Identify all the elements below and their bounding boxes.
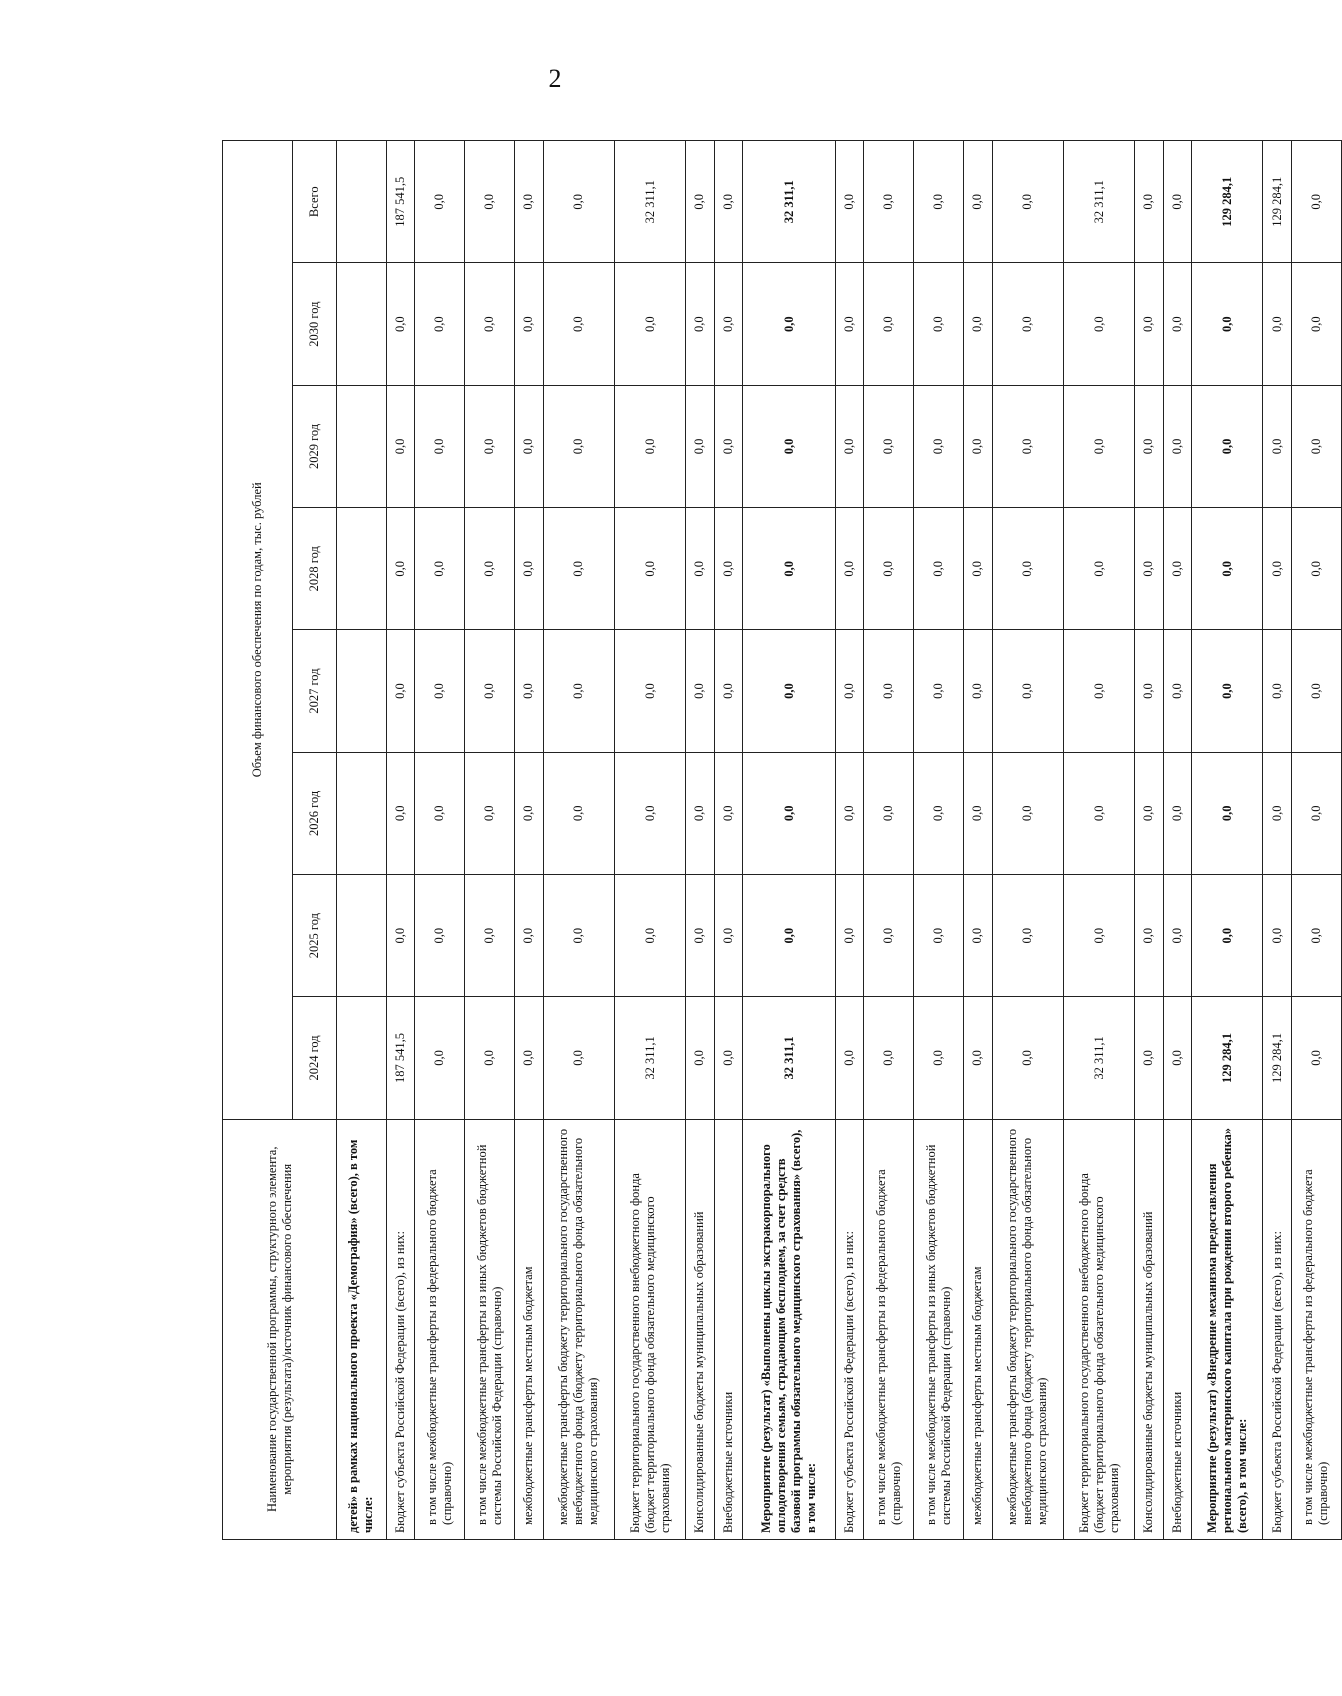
row-year-cell: 0,0 (515, 752, 544, 874)
row-year-cell: 0,0 (1163, 752, 1192, 874)
row-label: Мероприятие (результат) «Выполнены циклы экстракорпорального оплодотворения семьям, страдающим бесплодием, за счет средств базовой программы обязательного медицинского страхования» (всего), в том числе: (743, 1119, 836, 1539)
row-year-cell: 0,0 (515, 508, 544, 630)
row-year-cell: 0,0 (515, 630, 544, 752)
table-row (686, 141, 715, 1540)
row-year-cell: 0,0 (614, 874, 685, 996)
row-year-cell: 0,0 (686, 997, 715, 1119)
row-year-cell: 0,0 (864, 263, 914, 385)
row-year-cell: 0,0 (1135, 385, 1164, 507)
row-year-cell: 0,0 (1291, 752, 1341, 874)
header-year-4: 2028 год (293, 508, 337, 630)
row-total-cell: 0,0 (914, 141, 964, 264)
row-year-cell: 0,0 (743, 752, 836, 874)
row-year-cell: 0,0 (686, 874, 715, 996)
row-year-cell: 0,0 (415, 630, 465, 752)
row-label: Консолидированные бюджеты муниципальных образований (686, 1119, 715, 1539)
row-year-cell: 0,0 (1192, 263, 1263, 385)
table-row (1063, 141, 1134, 1540)
header-year-7: Всего (293, 141, 337, 264)
row-year-cell: 0,0 (914, 263, 964, 385)
row-year-cell: 0,0 (964, 263, 993, 385)
row-year-cell: 0,0 (1291, 263, 1341, 385)
row-label: межбюджетные трансферты бюджету территориального государственного внебюджетного фонда (бюджету территориального фонда обязательного медицинского страхования) (992, 1119, 1063, 1539)
table-row (964, 141, 993, 1540)
row-year-cell: 0,0 (465, 385, 515, 507)
row-year-cell: 0,0 (964, 752, 993, 874)
row-year-cell: 0,0 (914, 752, 964, 874)
row-year-cell: 187 541,5 (386, 997, 415, 1119)
row-year-cell: 0,0 (1291, 385, 1341, 507)
row-year-cell: 0,0 (1063, 508, 1134, 630)
header-year-5: 2029 год (293, 385, 337, 507)
row-year-cell: 0,0 (835, 508, 864, 630)
row-year-cell: 0,0 (1263, 874, 1292, 996)
row-year-cell: 0,0 (864, 385, 914, 507)
row-year-cell: 0,0 (714, 874, 743, 996)
row-total-cell: 0,0 (1163, 141, 1192, 264)
row-label: Консолидированные бюджеты муниципальных образований (1135, 1119, 1164, 1539)
row-year-cell: 0,0 (1163, 263, 1192, 385)
row-year-cell: 0,0 (543, 997, 614, 1119)
row-year-cell: 0,0 (1135, 508, 1164, 630)
row-year-cell: 0,0 (1135, 874, 1164, 996)
row-year-cell: 0,0 (465, 630, 515, 752)
header-name-column: Наименование государственной программы, структурного элемента, мероприятия (результата)/источник финансового обеспечения (223, 1119, 337, 1539)
row-total-cell: 0,0 (714, 141, 743, 264)
row-label: в том числе межбюджетные трансферты из федерального бюджета (справочно) (1291, 1119, 1341, 1539)
row-label: Бюджет территориального государственного внебюджетного фонда (бюджет территориального фонда обязательного медицинского страхования) (1063, 1119, 1134, 1539)
table-row (386, 141, 415, 1540)
row-year-cell: 0,0 (415, 508, 465, 630)
table-row (465, 141, 515, 1540)
header-year-1: 2025 год (293, 874, 337, 996)
row-year-cell: 0,0 (714, 263, 743, 385)
row-year-cell (337, 263, 387, 385)
row-year-cell: 0,0 (1135, 263, 1164, 385)
table-row (992, 141, 1063, 1540)
row-year-cell: 0,0 (1263, 263, 1292, 385)
row-label: в том числе межбюджетные трансферты из федерального бюджета (справочно) (864, 1119, 914, 1539)
row-year-cell: 0,0 (964, 385, 993, 507)
row-year-cell: 0,0 (992, 385, 1063, 507)
row-year-cell (337, 630, 387, 752)
row-year-cell: 0,0 (1063, 263, 1134, 385)
table-row (864, 141, 914, 1540)
row-year-cell: 0,0 (964, 997, 993, 1119)
header-year-6: 2030 год (293, 263, 337, 385)
row-year-cell: 0,0 (515, 385, 544, 507)
row-year-cell: 0,0 (415, 263, 465, 385)
row-year-cell: 0,0 (992, 263, 1063, 385)
row-year-cell: 0,0 (864, 508, 914, 630)
row-year-cell: 0,0 (992, 508, 1063, 630)
row-label: Бюджет субъекта Российской Федерации (всего), из них: (1263, 1119, 1292, 1539)
row-year-cell: 0,0 (743, 874, 836, 996)
row-year-cell: 0,0 (415, 997, 465, 1119)
row-year-cell: 0,0 (743, 263, 836, 385)
row-year-cell: 0,0 (465, 874, 515, 996)
row-label: в том числе межбюджетные трансферты из иных бюджетов бюджетной системы Российской Федерации (справочно) (914, 1119, 964, 1539)
row-year-cell (337, 385, 387, 507)
table-row (543, 141, 614, 1540)
row-year-cell: 0,0 (1163, 508, 1192, 630)
table-row (914, 141, 964, 1540)
row-year-cell: 0,0 (1291, 997, 1341, 1119)
row-year-cell: 0,0 (992, 874, 1063, 996)
row-total-cell: 129 284,1 (1192, 141, 1263, 264)
row-label: Бюджет субъекта Российской Федерации (всего), из них: (386, 1119, 415, 1539)
table-row (1135, 141, 1164, 1540)
header-financing-group: Объем финансового обеспечения по годам, тыс. рублей (223, 141, 293, 1120)
row-year-cell: 0,0 (1135, 752, 1164, 874)
row-total-cell: 0,0 (515, 141, 544, 264)
row-label: Бюджет территориального государственного внебюджетного фонда (бюджет территориального фонда обязательного медицинского страхования) (614, 1119, 685, 1539)
row-year-cell: 0,0 (1192, 752, 1263, 874)
header-year-3: 2027 год (293, 630, 337, 752)
row-label: Бюджет субъекта Российской Федерации (всего), из них: (835, 1119, 864, 1539)
row-year-cell: 0,0 (835, 874, 864, 996)
row-label: Внебюджетные источники (1163, 1119, 1192, 1539)
table-row (1163, 141, 1192, 1540)
row-year-cell: 0,0 (1291, 630, 1341, 752)
row-year-cell: 0,0 (964, 874, 993, 996)
row-year-cell (337, 874, 387, 996)
row-year-cell: 0,0 (964, 630, 993, 752)
row-year-cell: 0,0 (1163, 997, 1192, 1119)
row-year-cell: 0,0 (835, 752, 864, 874)
row-year-cell: 0,0 (914, 508, 964, 630)
table-row (337, 141, 387, 1540)
row-year-cell: 0,0 (614, 385, 685, 507)
row-year-cell: 0,0 (914, 630, 964, 752)
row-label: Мероприятие (результат) «Внедрение механизма предоставления регионального материнского капитала при рождении второго ребенка» (всего), в том числе: (1192, 1119, 1263, 1539)
table-row (1291, 141, 1341, 1540)
row-total-cell: 0,0 (992, 141, 1063, 264)
rotated-table-container (222, 140, 1342, 1540)
row-year-cell: 32 311,1 (1063, 997, 1134, 1119)
row-year-cell: 32 311,1 (614, 997, 685, 1119)
row-label: межбюджетные трансферты бюджету территориального государственного внебюджетного фонда (бюджету территориального фонда обязательного медицинского страхования) (543, 1119, 614, 1539)
row-year-cell: 0,0 (515, 263, 544, 385)
row-year-cell: 0,0 (415, 752, 465, 874)
row-year-cell: 0,0 (914, 874, 964, 996)
row-label: детей» в рамках национального проекта «Демография» (всего), в том числе: (337, 1119, 387, 1539)
row-year-cell: 129 284,1 (1192, 997, 1263, 1119)
row-year-cell: 0,0 (686, 263, 715, 385)
row-total-cell: 0,0 (686, 141, 715, 264)
row-year-cell: 0,0 (1263, 508, 1292, 630)
table-row (1263, 141, 1292, 1540)
row-total-cell: 0,0 (835, 141, 864, 264)
row-year-cell: 0,0 (614, 263, 685, 385)
row-year-cell: 0,0 (964, 508, 993, 630)
row-year-cell: 0,0 (614, 630, 685, 752)
row-year-cell: 0,0 (835, 385, 864, 507)
row-year-cell: 0,0 (1291, 508, 1341, 630)
row-year-cell: 0,0 (1063, 752, 1134, 874)
row-year-cell: 0,0 (1192, 508, 1263, 630)
row-year-cell: 0,0 (386, 630, 415, 752)
row-year-cell: 0,0 (714, 997, 743, 1119)
row-year-cell: 0,0 (714, 508, 743, 630)
row-year-cell: 0,0 (465, 997, 515, 1119)
row-year-cell: 0,0 (543, 263, 614, 385)
row-year-cell: 0,0 (914, 385, 964, 507)
row-total-cell: 187 541,5 (386, 141, 415, 264)
row-year-cell: 0,0 (743, 385, 836, 507)
row-year-cell: 0,0 (465, 752, 515, 874)
row-year-cell: 0,0 (1263, 752, 1292, 874)
row-year-cell: 0,0 (864, 997, 914, 1119)
row-year-cell: 0,0 (1163, 630, 1192, 752)
row-total-cell: 0,0 (543, 141, 614, 264)
table-row (714, 141, 743, 1540)
row-year-cell: 0,0 (992, 752, 1063, 874)
row-total-cell: 32 311,1 (743, 141, 836, 264)
row-year-cell: 0,0 (686, 630, 715, 752)
row-year-cell: 0,0 (864, 630, 914, 752)
header-year-2: 2026 год (293, 752, 337, 874)
row-year-cell: 0,0 (614, 752, 685, 874)
row-total-cell: 32 311,1 (614, 141, 685, 264)
row-year-cell: 0,0 (1135, 997, 1164, 1119)
row-year-cell: 0,0 (835, 997, 864, 1119)
row-year-cell: 0,0 (614, 508, 685, 630)
row-year-cell: 129 284,1 (1263, 997, 1292, 1119)
header-year-0: 2024 год (293, 997, 337, 1119)
row-total-cell: 129 284,1 (1263, 141, 1292, 264)
row-year-cell: 0,0 (465, 263, 515, 385)
row-year-cell: 0,0 (1192, 630, 1263, 752)
row-label: межбюджетные трансферты местным бюджетам (515, 1119, 544, 1539)
row-year-cell: 0,0 (543, 385, 614, 507)
row-year-cell: 0,0 (914, 997, 964, 1119)
row-label: в том числе межбюджетные трансферты из иных бюджетов бюджетной системы Российской Федерации (справочно) (465, 1119, 515, 1539)
row-year-cell: 0,0 (1063, 630, 1134, 752)
row-year-cell: 0,0 (1163, 385, 1192, 507)
table-row (743, 141, 836, 1540)
row-year-cell: 0,0 (743, 630, 836, 752)
row-year-cell: 0,0 (386, 508, 415, 630)
row-year-cell (337, 752, 387, 874)
row-year-cell: 0,0 (686, 508, 715, 630)
row-year-cell: 0,0 (1135, 630, 1164, 752)
row-year-cell: 0,0 (864, 752, 914, 874)
row-year-cell: 0,0 (714, 385, 743, 507)
financing-table (222, 140, 1342, 1540)
row-year-cell: 0,0 (386, 752, 415, 874)
row-total-cell: 0,0 (415, 141, 465, 264)
row-year-cell: 32 311,1 (743, 997, 836, 1119)
row-year-cell: 0,0 (386, 874, 415, 996)
row-year-cell: 0,0 (1163, 874, 1192, 996)
row-total-cell: 0,0 (1135, 141, 1164, 264)
row-total-cell: 0,0 (1291, 141, 1341, 264)
row-year-cell: 0,0 (465, 508, 515, 630)
row-year-cell: 0,0 (543, 874, 614, 996)
row-year-cell: 0,0 (686, 752, 715, 874)
row-total-cell (337, 141, 387, 264)
row-total-cell: 0,0 (465, 141, 515, 264)
row-year-cell: 0,0 (1263, 630, 1292, 752)
row-year-cell: 0,0 (864, 874, 914, 996)
table-row (835, 141, 864, 1540)
table-row (415, 141, 465, 1540)
row-year-cell: 0,0 (743, 508, 836, 630)
page-number: 2 (548, 64, 562, 93)
row-year-cell: 0,0 (1063, 385, 1134, 507)
row-year-cell: 0,0 (835, 630, 864, 752)
row-year-cell: 0,0 (1291, 874, 1341, 996)
row-year-cell: 0,0 (992, 997, 1063, 1119)
row-year-cell: 0,0 (543, 630, 614, 752)
row-year-cell: 0,0 (386, 385, 415, 507)
row-label: межбюджетные трансферты местным бюджетам (964, 1119, 993, 1539)
row-label: Внебюджетные источники (714, 1119, 743, 1539)
row-year-cell: 0,0 (714, 630, 743, 752)
row-year-cell: 0,0 (992, 630, 1063, 752)
row-year-cell (337, 997, 387, 1119)
row-year-cell: 0,0 (386, 263, 415, 385)
row-year-cell: 0,0 (686, 385, 715, 507)
row-year-cell: 0,0 (1192, 874, 1263, 996)
row-year-cell: 0,0 (415, 385, 465, 507)
table-row (515, 141, 544, 1540)
row-label: в том числе межбюджетные трансферты из федерального бюджета (справочно) (415, 1119, 465, 1539)
table-row (614, 141, 685, 1540)
row-year-cell: 0,0 (543, 752, 614, 874)
row-total-cell: 0,0 (964, 141, 993, 264)
row-year-cell: 0,0 (714, 752, 743, 874)
row-year-cell: 0,0 (515, 997, 544, 1119)
row-year-cell: 0,0 (515, 874, 544, 996)
table-row (1192, 141, 1263, 1540)
row-year-cell: 0,0 (1192, 385, 1263, 507)
row-year-cell: 0,0 (835, 263, 864, 385)
row-total-cell: 0,0 (864, 141, 914, 264)
row-year-cell: 0,0 (415, 874, 465, 996)
row-year-cell: 0,0 (1063, 874, 1134, 996)
row-year-cell (337, 508, 387, 630)
row-year-cell: 0,0 (1263, 385, 1292, 507)
row-total-cell: 32 311,1 (1063, 141, 1134, 264)
row-year-cell: 0,0 (543, 508, 614, 630)
